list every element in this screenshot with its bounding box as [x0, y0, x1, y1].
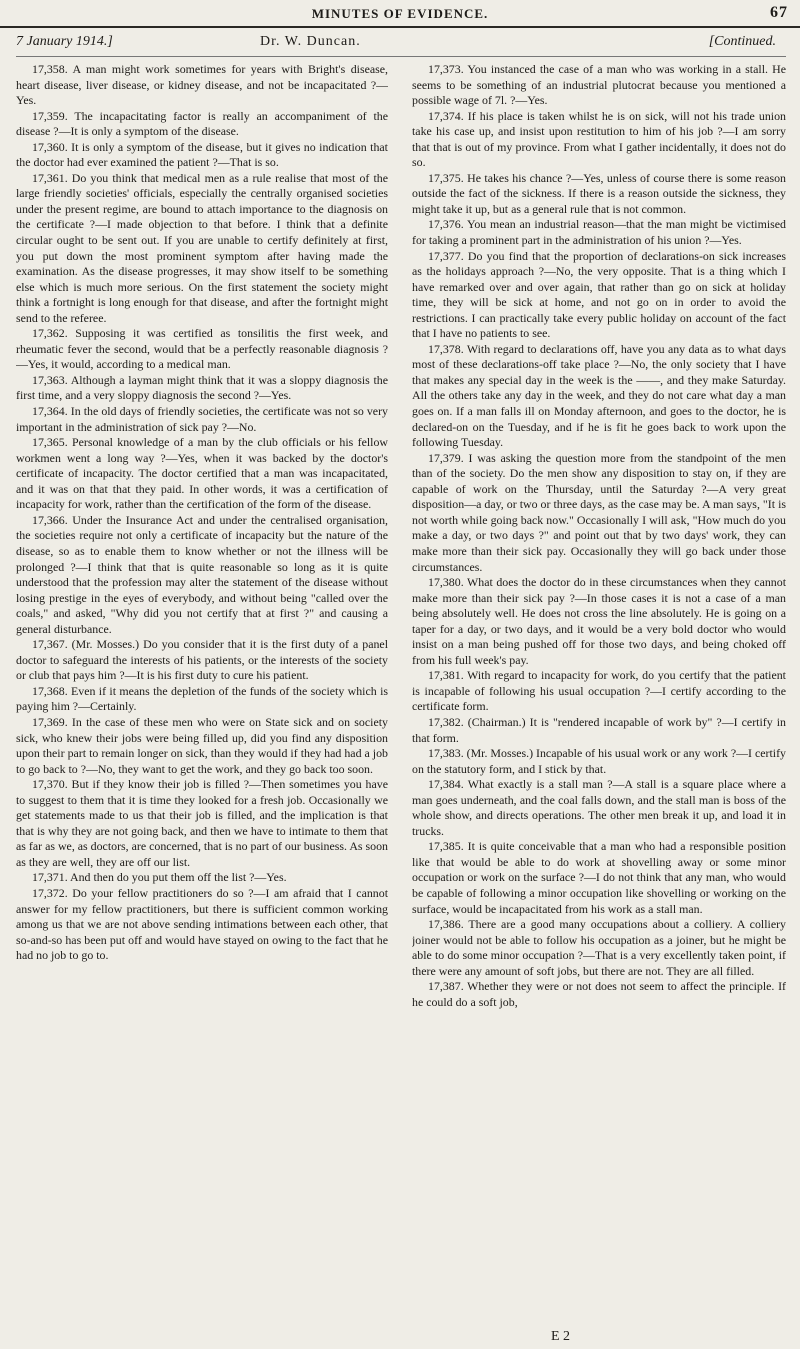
paragraph: 17,370. But if they know their job is filled ?—Then sometimes you have to suggest to them that it is time they looked for a fresh job. Occasionally we get statements made to us that their job is filled, and the implication is that that is why they are not going back, and then we have to intimate to them that as far as we, as doctors, are concerned, that is no part of our business. As soon as they are well, they are off our list. — [16, 777, 388, 869]
paragraph: 17,372. Do your fellow practitioners do so ?—I am afraid that I cannot answer for my fellow practitioners, but there is sufficient common working among us that we are not above sending intimations between each other, that so-and-so has been put off and would have stayed on owing to the fact that he had no job to go to. — [16, 885, 388, 963]
paragraph: 17,381. With regard to incapacity for work, do you certify that the patient is incapable of following his usual occupation ?—I certify according to the certificate form. — [412, 668, 786, 714]
subheader-rule — [16, 56, 786, 57]
paragraph: 17,378. With regard to declarations off, have you any data as to what days most of these declarations-off take place ?—No, the only society that I have that makes any special day in the week is the ——, and they make Saturday. All the others take any day in the week, and they do not care what day a man goes on. If a man falls ill on Monday afternoon, and goes to the doctor, he is declared-on on the Tuesday, and if he is fit he goes back to work upon the following Tuesday. — [412, 341, 786, 450]
paragraph: 17,365. Personal knowledge of a man by the club officials or his fellow workmen went a long way ?—Yes, when it was backed by the doctor's certificate of incapacity. The doctor certified that a man was incapacitated, and it was on that that they paid. In other words, it was a certification of incapacity for work, rather than the certification of the form of the disease. — [16, 435, 388, 512]
paragraph: 17,382. (Chairman.) It is "rendered incapable of work by" ?—I certify in that form. — [412, 714, 786, 745]
paragraph: 17,377. Do you find that the proportion of declarations-on sick increases as the holidays approach ?—No, the very opposite. That is a thing which I have remarked over and over again, that rather than go on sick at holiday time, they will be sick at home, and not go on in order to avoid the restrictions. I can practically take every public holiday on account of the fact that I have no patients to see. — [412, 248, 786, 341]
paragraph: 17,386. There are a good many occupations about a colliery. A colliery joiner would not be able to follow his occupation as a joiner, but he might be able to do some minor occupation ?—That is a very excellently taken point, if there were any amount of soft jobs, but there are not. They are all filled. — [412, 917, 786, 978]
paragraph: 17,362. Supposing it was certified as tonsilitis the first week, and rheumatic fever the second, would that be a perfectly reasonable diagnosis ?—Yes, it would, according to a medical man. — [16, 326, 388, 372]
paragraph: 17,360. It is only a symptom of the disease, but it gives no indication that the doctor had ever examined the patient ?—That is so. — [16, 139, 388, 170]
paragraph: 17,374. If his place is taken whilst he is on sick, will not his trade union take his case up, and insist upon restitution to him of his job ?—I am sorry that that is out of my province. From what I gather incidentally, it does not do so. — [412, 108, 786, 170]
paragraph: 17,385. It is quite conceivable that a man who had a responsible position like that would be able to do work at shovelling away or some minor occupation or work on the surface ?—I do not think that any man, who would be capable of following a minor occupation like shovelling or working on the surface, would be incapacitated from his work as a stall man. — [412, 839, 786, 916]
paragraph: 17,366. Under the Insurance Act and under the centralised organisation, the societies require not only a certificate of incapacity but the nature of the disease, so as to enable them to know whether or not the illness will be prolonged ?—I think that that is quite reasonable so long as it is quite understood that the profession may alter the statement of the disease without losing prestige in the eyes of everybody, and without being "called over the coals," and asked, "Why did you not certify that at first ?" and causing a general disturbance. — [16, 512, 388, 636]
paragraph: 17,369. In the case of these men who were on State sick and on society sick, who knew their jobs were being filled up, did you find any disposition upon their part to remain longer on sick, than they would if they had had a job to go back to ?—No, they want to get the work, and they go back too soon. — [16, 714, 388, 776]
paragraph: 17,367. (Mr. Mosses.) Do you consider that it is the first duty of a panel doctor to safeguard the interests of his patients, or the interests of the society or club that pays him ?—It is his first duty to cure his patient. — [16, 637, 388, 683]
paragraph: 17,380. What does the doctor do in these circumstances when they cannot make more than their sick pay ?—In those cases it is not a case of a man being absolutely well. He does not cross the line absolutely. He is going on a taper for a day, or two days, and it would be a very bold doctor who would insist on a man being pushed off for those two days, and being choked off from his full week's pay. — [412, 575, 786, 667]
paragraph: 17,387. Whether they were or not does not seem to affect the principle. If he could do a soft job, — [412, 979, 786, 1009]
paragraph: 17,384. What exactly is a stall man ?—A stall is a square place where a man goes underneath, and the coal falls down, and the stall man is boss of the whole show, and directs operations. The other men break it up, and load it in trucks. — [412, 777, 786, 838]
header-rule — [0, 26, 800, 28]
paragraph: 17,368. Even if it means the depletion of the funds of the society which is paying him ?—Certainly. — [16, 683, 388, 714]
paragraph: 17,383. (Mr. Mosses.) Incapable of his usual work or any work ?—I certify on the statutory form, and I stick by that. — [412, 746, 786, 776]
paragraph: 17,363. Although a layman might think that it was a sloppy diagnosis the first time, and a very sloppy diagnosis the second ?—Yes. — [16, 372, 388, 403]
paragraph: 17,361. Do you think that medical men as a rule realise that most of the large friendly societies' officials, especially the centrally organised societies under the present regime, are bound to attach importance to the diagnosis on the certificate ?—I made objection to that before. I think that a definite circular ought to be sent out. If you are unable to certify definitely at first, you put down the most prominent symptom after having made the examination. As the disease progresses, it may show itself to be something else which is much more serious. On the first statement the society might think a fortnight is long enough for that disease, and after the fortnight might send to the referee. — [16, 170, 388, 325]
page-number: 67 — [770, 4, 788, 21]
sub-header — [0, 32, 800, 54]
right-column — [412, 62, 786, 1340]
witness-name: Dr. W. Duncan. — [260, 34, 361, 49]
paragraph: 17,371. And then do you put them off the list ?—Yes. — [32, 870, 287, 885]
left-column — [16, 62, 388, 1340]
paragraph: 17,358. A man might work sometimes for years with Bright's disease, heart disease, liver disease, or kidney disease, and not be incapacitated ?—Yes. — [16, 62, 388, 108]
paragraph: 17,359. The incapacitating factor is really an accompaniment of the disease ?—It is only a symptom of the disease. — [16, 108, 388, 139]
page-title: MINUTES OF EVIDENCE. — [311, 6, 489, 21]
paragraph: 17,364. In the old days of friendly societies, the certificate was not so very important in the administration of sick pay ?—No. — [16, 404, 388, 434]
running-head — [0, 0, 800, 26]
paragraph: 17,375. He takes his chance ?—Yes, unless of course there is some reason outside the fact of the sickness. If there is a reason outside the sickness, they might take it up, but as a general rule that is not common. — [412, 170, 786, 216]
signature-mark: E 2 — [550, 1329, 570, 1344]
paragraph: 17,376. You mean an industrial reason—that the man might be victimised for taking a prominent part in the administration of his union ?—Yes. — [412, 217, 786, 248]
paragraph: 17,373. You instanced the case of a man who was working in a stall. He seems to be something of an industrial plutocrat because you mentioned a possible wage of 7l. ?—Yes. — [412, 62, 786, 108]
paragraph: 17,379. I was asking the question more from the standpoint of the men than of the society. Do the men show any disposition to stay on, if they are capable of work on the Thursday, until the Saturday ?—A very great disposition—a day, or two or three days, as the case may be. A man says, "It is not worth while going back now." Occasionally I will ask, "How much do you make a day, or two days ?" and point out that by two days' work, they can make more than their sick pay. Occasionally they will go back under those circumstances. — [412, 450, 786, 574]
continued-label: [Continued. — [708, 34, 776, 49]
hearing-date: 7 January 1914.] — [16, 34, 113, 49]
